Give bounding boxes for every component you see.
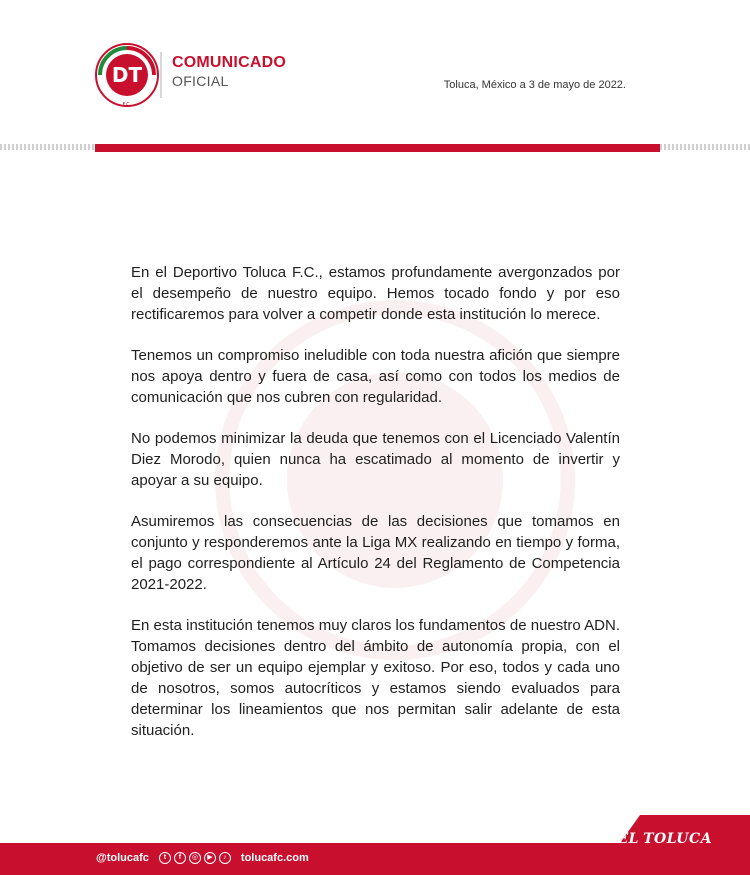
youtube-icon[interactable]: ▶ bbox=[204, 852, 216, 864]
paragraph: Asumiremos las consecuencias de las decisiones que tomamos en conjunto y responderemos ante la Liga MX realizando en tiempo y forma, el pago correspondiente al Artículo 24 del Reglamento de Competencia 2021-2022. bbox=[131, 513, 620, 593]
instagram-icon[interactable]: ◎ bbox=[189, 852, 201, 864]
social-links bbox=[96, 852, 309, 864]
club-crest-logo bbox=[94, 42, 160, 108]
paragraph: No podemos minimizar la deuda que tenemos con el Licenciado Valentín Diez Morodo, quien nunca ha escatimado al momento de invertir y apoyar a su equipo. bbox=[131, 430, 620, 489]
paragraph: En el Deportivo Toluca F.C., estamos profundamente avergonzados por el desempeño de nuestro equipo. Hemos tocado fondo y por eso rectificaremos para volver a competir donde esta institución lo merece. bbox=[131, 264, 620, 323]
tagline-c: TOLUCA bbox=[643, 831, 712, 847]
paragraph: Tenemos un compromiso ineludible con toda nuestra afición que siempre nos apoya dentro y fuera de casa, así como con todos los medios de comunicación que nos cubren con regularidad. bbox=[131, 347, 620, 406]
svg-text:F.C.: F.C. bbox=[122, 102, 132, 108]
footer bbox=[0, 815, 750, 875]
paragraph: En esta institución tenemos muy claros los fundamentos de nuestro ADN. Tomamos decisiones dentro del ámbito de autonomía propia, con el objetivo de ser un equipo ejemplar y exitoso. Por eso, todos y cada uno de nosotros, somos autocríticos y estamos siendo evaluados para determinar los lineamientos que nos permitan salir adelante de esta situación. bbox=[131, 617, 620, 739]
twitter-icon[interactable]: t bbox=[159, 852, 171, 864]
date-line: Toluca, México a 3 de mayo de 2022. bbox=[443, 79, 626, 91]
tagline-a: SOMOS bbox=[562, 831, 614, 846]
header-divider bbox=[160, 52, 162, 98]
facebook-icon[interactable]: f bbox=[174, 852, 186, 864]
svg-text:DT: DT bbox=[111, 63, 143, 87]
tiktok-icon[interactable]: ♪ bbox=[219, 852, 231, 864]
website-link[interactable]: tolucafc.com bbox=[240, 852, 309, 864]
page-subtitle: OFICIAL bbox=[172, 73, 229, 89]
social-handle[interactable]: @tolucafc bbox=[96, 852, 149, 864]
header bbox=[0, 0, 750, 150]
tagline-b: EL bbox=[617, 831, 639, 847]
header-red-bar bbox=[95, 144, 660, 152]
statement-body bbox=[131, 262, 620, 761]
tagline bbox=[562, 831, 712, 847]
page-title: COMUNICADO bbox=[172, 54, 286, 71]
